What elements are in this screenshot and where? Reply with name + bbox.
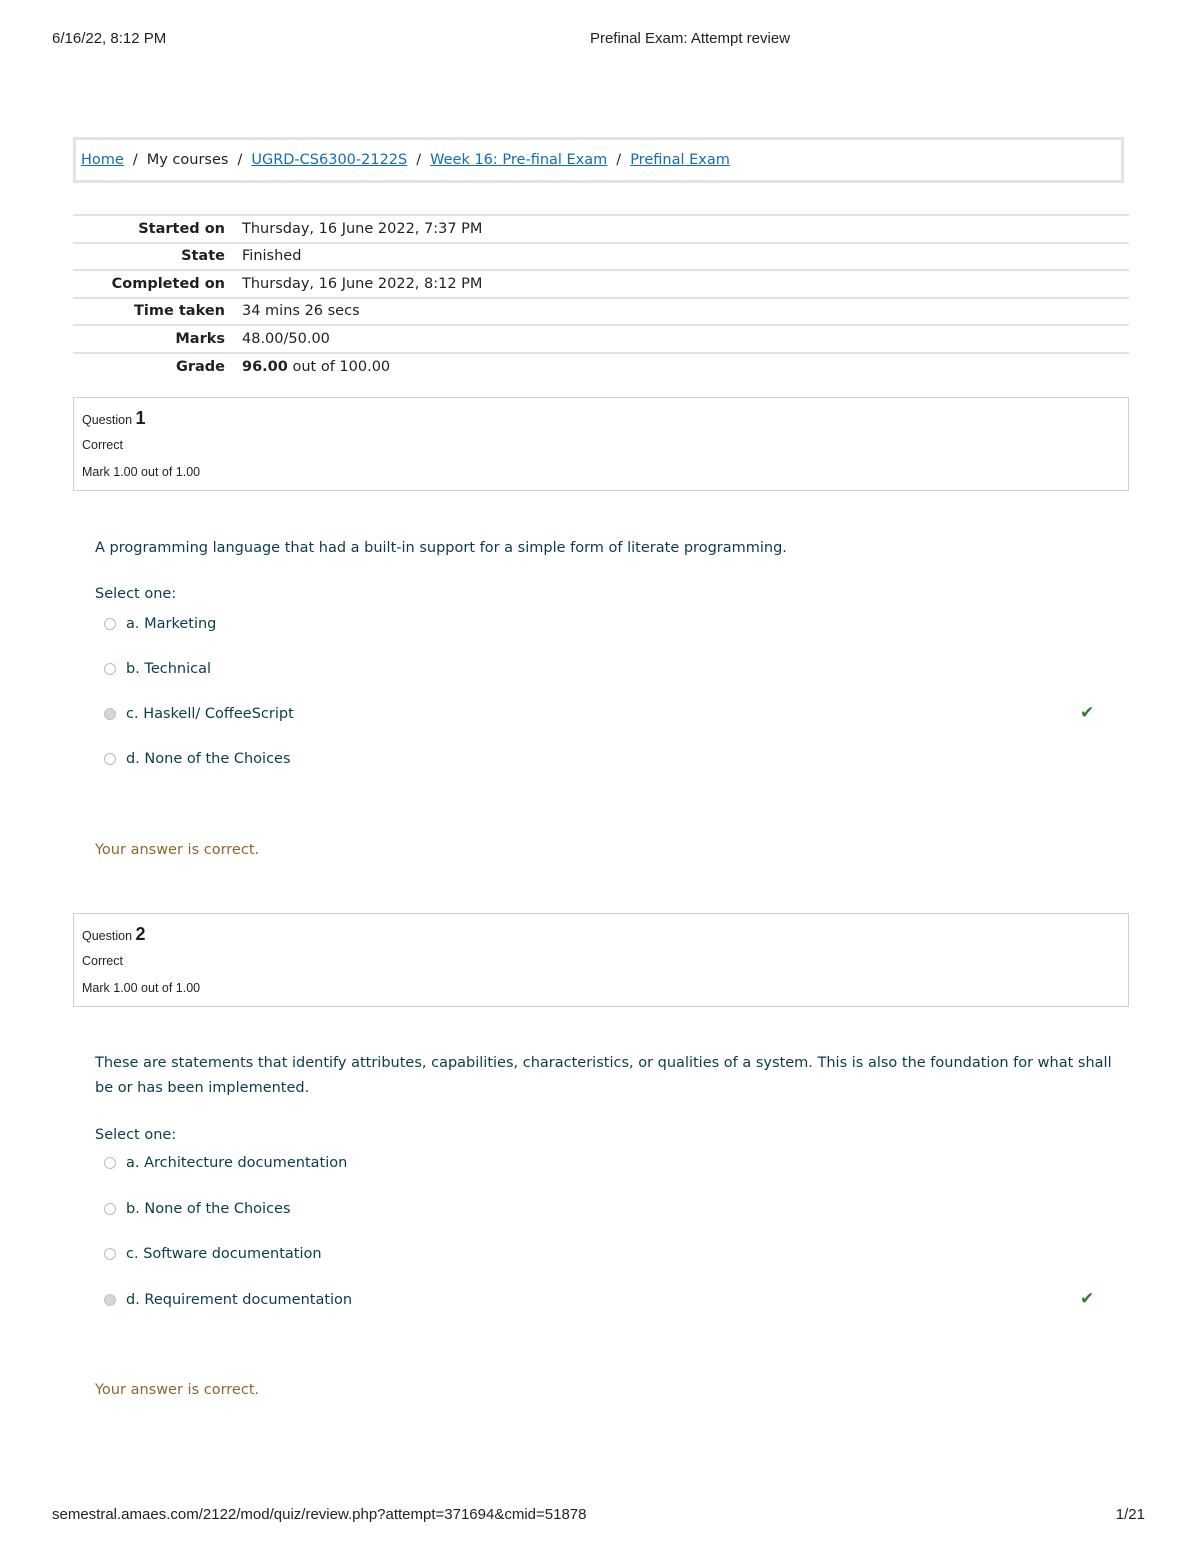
radio-button[interactable]: [104, 1203, 116, 1215]
option-label: a. Architecture documentation: [126, 1155, 348, 1171]
breadcrumb: [73, 137, 1124, 183]
question-number: 2: [135, 924, 146, 944]
answer-option[interactable]: [104, 1292, 352, 1308]
question-status: Correct: [82, 954, 123, 968]
summary-value: Thursday, 16 June 2022, 7:37 PM: [242, 220, 483, 237]
option-label: d. None of the Choices: [126, 751, 291, 767]
breadcrumb-course-link[interactable]: UGRD-CS6300-2122S: [251, 152, 408, 168]
grade-suffix: out of 100.00: [292, 358, 391, 375]
option-label: b. None of the Choices: [126, 1201, 291, 1217]
attempt-summary-table: [73, 214, 1129, 380]
print-date: 6/16/22, 8:12 PM: [52, 30, 167, 47]
answer-option[interactable]: [104, 661, 211, 677]
question-mark: Mark 1.00 out of 1.00: [82, 465, 201, 479]
select-one-prompt: Select one:: [95, 1127, 177, 1143]
answer-feedback: Your answer is correct.: [95, 842, 260, 858]
breadcrumb-separator: /: [237, 152, 243, 168]
select-one-prompt: Select one:: [95, 586, 177, 602]
answer-option[interactable]: [104, 1201, 291, 1217]
summary-label: Started on: [138, 220, 225, 237]
radio-button[interactable]: [104, 1248, 116, 1260]
radio-button-selected[interactable]: [104, 1294, 116, 1306]
summary-row-completed: [73, 270, 1129, 298]
question-mark: Mark 1.00 out of 1.00: [82, 981, 201, 995]
answer-feedback: Your answer is correct.: [95, 1382, 260, 1398]
breadcrumb-week-link[interactable]: Week 16: Pre-final Exam: [430, 152, 608, 168]
breadcrumb-separator: /: [416, 152, 422, 168]
correct-check-icon: ✔: [1080, 703, 1095, 723]
radio-button[interactable]: [104, 1157, 116, 1169]
summary-row-grade: [73, 353, 1129, 381]
breadcrumb-exam-link[interactable]: Prefinal Exam: [630, 152, 730, 168]
summary-row-time: [73, 298, 1129, 326]
summary-row-state: [73, 243, 1129, 271]
print-title: Prefinal Exam: Attempt review: [589, 30, 791, 47]
radio-button[interactable]: [104, 753, 116, 765]
page-number: 1/21: [1115, 1506, 1145, 1523]
question-info-box: [73, 913, 1129, 1007]
question-info-box: [73, 397, 1129, 491]
option-label: b. Technical: [126, 661, 212, 677]
summary-value: 48.00/50.00: [242, 330, 330, 347]
summary-row-started: [73, 215, 1129, 243]
option-label: c. Software documentation: [126, 1246, 322, 1262]
summary-label: Marks: [175, 330, 225, 347]
answer-option[interactable]: [104, 751, 291, 767]
answer-option[interactable]: [104, 706, 294, 722]
question-label: Question: [82, 929, 133, 943]
breadcrumb-my-courses: My courses: [146, 152, 229, 168]
summary-value: Finished: [242, 248, 302, 265]
answer-option[interactable]: [104, 616, 216, 632]
breadcrumb-separator: /: [132, 152, 138, 168]
radio-button[interactable]: [104, 618, 116, 630]
option-label: a. Marketing: [126, 616, 217, 632]
radio-button[interactable]: [104, 663, 116, 675]
summary-value: Thursday, 16 June 2022, 8:12 PM: [242, 275, 483, 292]
answer-option[interactable]: [104, 1155, 347, 1171]
question-text: These are statements that identify attributes, capabilities, characteristics, or qualities of a system. This is also the foundation for what shall be or has been implemented.: [95, 1055, 1112, 1096]
option-label: d. Requirement documentation: [126, 1292, 353, 1308]
summary-value: [242, 353, 1129, 381]
grade-value: 96.00: [242, 358, 288, 375]
summary-label: Completed on: [111, 275, 225, 292]
summary-row-marks: [73, 325, 1129, 353]
option-label: c. Haskell/ CoffeeScript: [126, 706, 294, 722]
summary-value: 34 mins 26 secs: [242, 303, 360, 320]
summary-label: Grade: [175, 358, 225, 375]
question-label: Question: [82, 413, 133, 427]
question-text: A programming language that had a built-in support for a simple form of literate programming.: [95, 540, 787, 556]
radio-button-selected[interactable]: [104, 708, 116, 720]
question-status: Correct: [82, 438, 123, 452]
summary-label: Time taken: [134, 303, 225, 320]
answer-option[interactable]: [104, 1246, 322, 1262]
print-url: semestral.amaes.com/2122/mod/quiz/review.php?attempt=371694&cmid=51878: [52, 1506, 587, 1523]
correct-check-icon: ✔: [1080, 1289, 1095, 1309]
breadcrumb-separator: /: [616, 152, 622, 168]
breadcrumb-home-link[interactable]: Home: [81, 152, 124, 168]
summary-label: State: [181, 248, 225, 265]
question-number: 1: [135, 408, 146, 428]
